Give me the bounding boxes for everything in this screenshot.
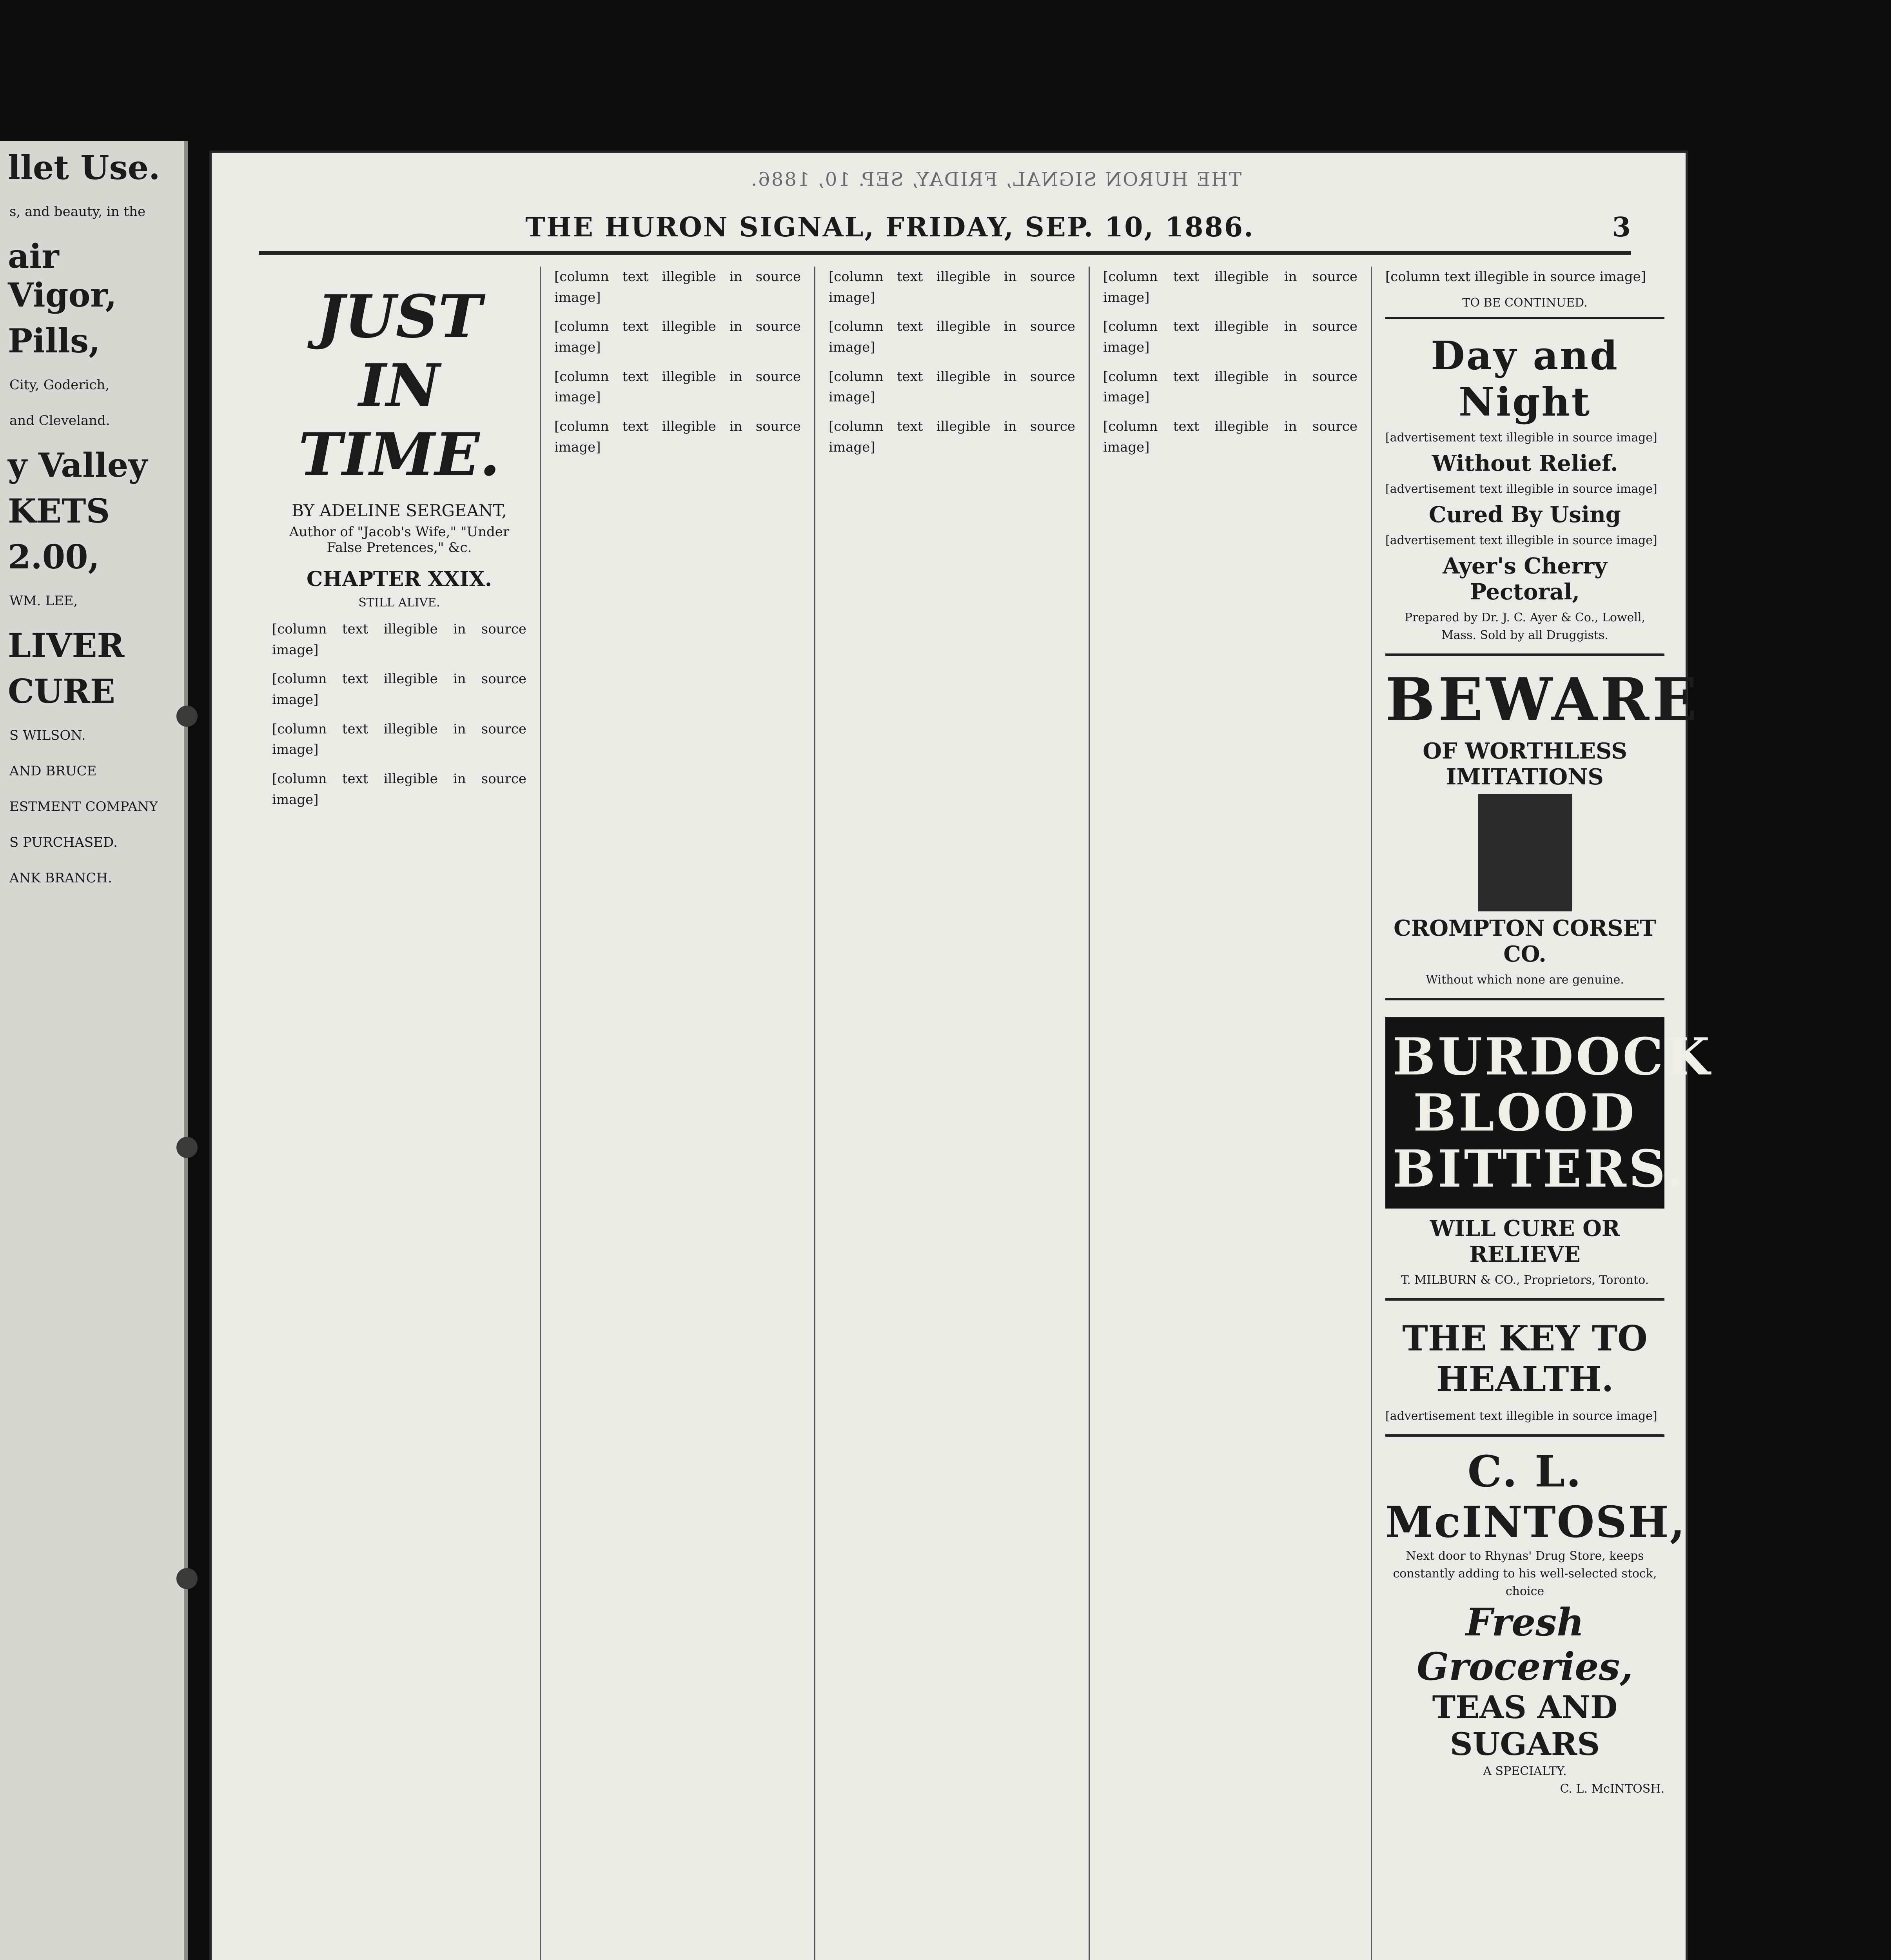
binding-pin xyxy=(176,1137,198,1158)
paragraph: [column text illegible in source image] xyxy=(829,269,1075,305)
paragraph: [column text illegible in source image] xyxy=(829,368,1075,405)
ad-subtitle: TEAS AND SUGARS xyxy=(1432,1688,1618,1762)
binding-pin xyxy=(176,1568,198,1589)
ad-body: Next door to Rhynas' Drug Store, keeps constantly adding to his well-selected stock, choice xyxy=(1393,1549,1657,1598)
logo-line: BITTERS. xyxy=(1392,1138,1686,1199)
strip-text: ANK BRANCH. xyxy=(9,870,112,886)
strip-text: S WILSON. xyxy=(9,728,86,743)
binding-pin xyxy=(176,706,198,727)
strip-heading: CURE xyxy=(8,672,115,711)
strip-text: WM. LEE, xyxy=(9,593,78,609)
paragraph: [column text illegible in source image] xyxy=(829,319,1075,356)
column-2 xyxy=(541,267,815,1960)
ad-subtitle: OF WORTHLESS IMITATIONS xyxy=(1423,738,1627,790)
ad-subtitle: Fresh Groceries, xyxy=(1417,1600,1633,1689)
ad-note: Without which none are genuine. xyxy=(1426,973,1624,987)
strip-heading: Pills, xyxy=(8,321,100,360)
paragraph: [column text illegible in source image] xyxy=(554,319,801,356)
ad-signature: C. L. McINTOSH. xyxy=(1560,1782,1664,1796)
ad-key-to-health xyxy=(1385,1298,1664,1434)
strip-heading: KETS xyxy=(8,492,110,530)
strip-heading: llet Use. xyxy=(8,148,160,187)
paragraph: [column text illegible in source image] xyxy=(272,771,526,808)
paragraph: [column text illegible in source image] xyxy=(554,368,801,405)
strip-text: s, and beauty, in the xyxy=(9,204,146,220)
page-number: 3 xyxy=(1612,212,1631,243)
ad-day-and-night xyxy=(1385,317,1664,653)
paragraph: [column text illegible in source image] xyxy=(1385,269,1646,285)
ad-title: THE KEY TO HEALTH. xyxy=(1402,1318,1648,1399)
to-be-continued: TO BE CONTINUED. xyxy=(1462,296,1588,310)
ad-note: A SPECIALTY. xyxy=(1483,1764,1567,1778)
paragraph: [column text illegible in source image] xyxy=(829,419,1075,455)
column-3 xyxy=(815,267,1090,1960)
story-title: JUST IN TIME. xyxy=(298,282,500,489)
strip-text: ESTMENT COMPANY xyxy=(9,799,158,815)
paragraph: [column text illegible in source image] xyxy=(272,621,526,658)
strip-heading: 2.00, xyxy=(8,537,100,576)
paragraph: [column text illegible in source image] xyxy=(272,671,526,708)
ad-maker: Prepared by Dr. J. C. Ayer & Co., Lowell, Mass. Sold by all Druggists. xyxy=(1404,610,1646,642)
ad-product: Ayer's Cherry Pectoral, xyxy=(1443,553,1607,605)
paragraph: [column text illegible in source image] xyxy=(272,721,526,758)
bleed-through-header: THE HURON SIGNAL, FRIDAY, SEP. 10, 1886. xyxy=(750,169,1242,191)
strip-heading: air Vigor, xyxy=(8,237,117,314)
ad-maker: T. MILBURN & CO., Proprietors, Toronto. xyxy=(1401,1273,1649,1287)
corset-illustration xyxy=(1478,794,1572,911)
chapter-heading: CHAPTER XXIX. xyxy=(306,567,492,591)
ad-mcintosh-groceries xyxy=(1385,1434,1686,1807)
logo-line: BURDOCK xyxy=(1392,1026,1712,1087)
header-rule xyxy=(259,251,1631,255)
strip-text: and Cleveland. xyxy=(9,413,110,428)
ad-body: [advertisement text illegible in source image] xyxy=(1385,1409,1657,1423)
ad-subtitle: Cured By Using xyxy=(1429,501,1621,528)
strip-heading: LIVER xyxy=(8,626,125,665)
column-5-advertisements xyxy=(1372,267,1712,1960)
author-note: Author of "Jacob's Wife," "Under False Pretences," &c. xyxy=(289,524,510,555)
story-byline: BY ADELINE SERGEANT, xyxy=(292,501,507,520)
ad-beware-corset xyxy=(1385,653,1700,998)
column-1 xyxy=(259,267,541,1960)
strip-heading: y Valley xyxy=(8,446,148,485)
ad-subtitle: WILL CURE OR RELIEVE xyxy=(1430,1215,1620,1267)
ad-title: BEWARE xyxy=(1385,665,1700,734)
ad-subtitle: Without Relief. xyxy=(1432,450,1618,476)
adjacent-page-strip xyxy=(0,141,188,1960)
logo-line: BLOOD xyxy=(1413,1082,1637,1143)
paragraph: [column text illegible in source image] xyxy=(554,269,801,305)
page-masthead: THE HURON SIGNAL, FRIDAY, SEP. 10, 1886. xyxy=(525,212,1254,243)
paragraph: [column text illegible in source image] xyxy=(1103,319,1357,356)
paragraph: [column text illegible in source image] xyxy=(1103,269,1357,305)
ad-brand: CROMPTON CORSET CO. xyxy=(1394,915,1656,967)
newspaper-page xyxy=(212,153,1712,1960)
ad-title: Day and Night xyxy=(1431,332,1619,425)
burdock-logo xyxy=(1385,1017,1712,1209)
ad-body: [advertisement text illegible in source image] xyxy=(1385,482,1657,496)
ad-body: [advertisement text illegible in source image] xyxy=(1385,430,1657,445)
chapter-subtitle: STILL ALIVE. xyxy=(358,596,440,610)
ad-body: [advertisement text illegible in source image] xyxy=(1385,533,1657,547)
strip-text: City, Goderich, xyxy=(9,377,110,393)
paragraph: [column text illegible in source image] xyxy=(1103,368,1357,405)
paragraph: [column text illegible in source image] xyxy=(554,419,801,455)
paragraph: [column text illegible in source image] xyxy=(1103,419,1357,455)
strip-text: AND BRUCE xyxy=(9,763,97,779)
ad-title: C. L. McINTOSH, xyxy=(1385,1446,1686,1547)
ad-burdock-blood-bitters xyxy=(1385,998,1712,1298)
strip-text: S PURCHASED. xyxy=(9,835,118,850)
column-4 xyxy=(1090,267,1372,1960)
